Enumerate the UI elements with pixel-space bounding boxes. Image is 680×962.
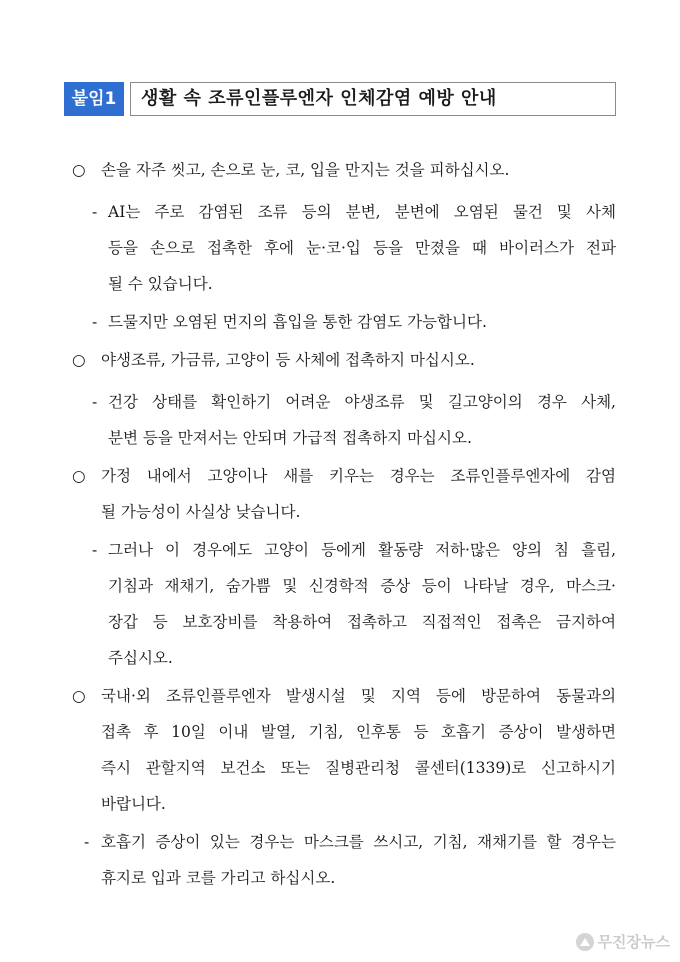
circle-bullet: ○ xyxy=(72,687,86,705)
item-3a-line-3: 장갑 등 보호장비를 착용하여 접촉하고 직접적인 접촉은 금지하여 xyxy=(108,613,616,631)
item-1a-line-1: AI는 주로 감염된 조류 등의 분변, 분변에 오염된 물건 및 사체 xyxy=(108,203,616,221)
dash-bullet: - xyxy=(92,541,98,559)
attachment-badge: 붙임1 xyxy=(64,82,124,116)
dash-bullet: - xyxy=(92,393,98,411)
circle-bullet: ○ xyxy=(72,161,86,179)
item-3a-line-2: 기침과 재채기, 숨가쁨 및 신경학적 증상 등이 나타날 경우, 마스크· xyxy=(108,577,616,595)
item-4a-line-2: 휴지로 입과 코를 가리고 하십시오. xyxy=(101,869,336,887)
item-4-line-2: 접촉 후 10일 이내 발열, 기침, 인후통 등 호흡기 증상이 발생하면 xyxy=(101,723,616,741)
item-4a-line-1: 호흡기 증상이 있는 경우는 마스크를 쓰시고, 기침, 재채기를 할 경우는 xyxy=(101,833,616,851)
item-1a-line-2: 등을 손으로 접촉한 후에 눈·코·입 등을 만졌을 때 바이러스가 전파 xyxy=(108,239,616,257)
item-2a-line-2: 분변 등을 만져서는 안되며 가급적 접촉하지 마십시오. xyxy=(108,429,472,447)
circle-bullet: ○ xyxy=(72,351,86,369)
logo-icon xyxy=(576,933,594,951)
item-3a-line-4: 주십시오. xyxy=(108,649,173,667)
item-1b-line-1: 드물지만 오염된 먼지의 흡입을 통한 감염도 가능합니다. xyxy=(108,313,487,331)
dash-bullet: - xyxy=(84,833,90,851)
item-2a-line-1: 건강 상태를 확인하기 어려운 야생조류 및 길고양이의 경우 사체, xyxy=(108,393,616,411)
item-1-line-1: 손을 자주 씻고, 손으로 눈, 코, 입을 만지는 것을 피하십시오. xyxy=(101,161,510,179)
watermark-text: 무진장뉴스 xyxy=(597,933,670,951)
item-4-line-3: 즉시 관할지역 보건소 또는 질병관리청 콜센터(1339)로 신고하시기 xyxy=(101,759,616,777)
page-title: 생활 속 조류인플루엔자 인체감염 예방 안내 xyxy=(130,82,616,116)
dash-bullet: - xyxy=(92,313,98,331)
item-3-line-1: 가정 내에서 고양이나 새를 키우는 경우는 조류인플루엔자에 감염 xyxy=(101,467,616,485)
item-4-line-4: 바랍니다. xyxy=(101,795,166,813)
item-4-line-1: 국내·외 조류인플루엔자 발생시설 및 지역 등에 방문하여 동물과의 xyxy=(101,687,616,705)
item-2-line-1: 야생조류, 가금류, 고양이 등 사체에 접촉하지 마십시오. xyxy=(101,351,475,369)
section-header xyxy=(64,82,616,116)
circle-bullet: ○ xyxy=(72,467,86,485)
item-3-line-2: 될 가능성이 사실상 낮습니다. xyxy=(101,503,301,521)
watermark xyxy=(576,931,670,952)
item-1a-line-3: 될 수 있습니다. xyxy=(108,275,213,293)
item-3a-line-1: 그러나 이 경우에도 고양이 등에게 활동량 저하·많은 양의 침 흘림, xyxy=(108,541,616,559)
dash-bullet: - xyxy=(92,203,98,221)
